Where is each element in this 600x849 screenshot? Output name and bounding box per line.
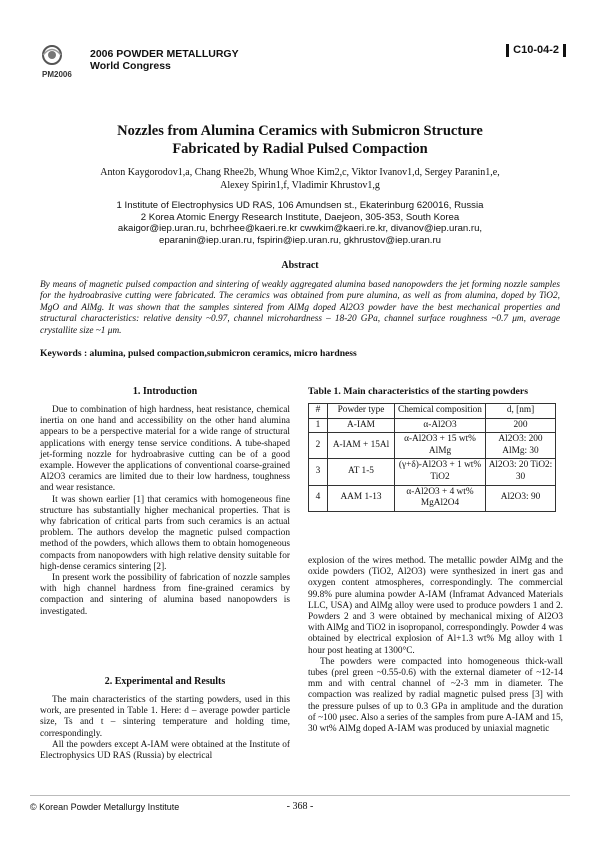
table-cell: 1 [309,418,328,433]
table-row [309,485,556,511]
table-cell: α-Al2O3 + 15 wt% AlMg [395,433,486,459]
table-cell: α-Al2O3 [395,418,486,433]
keywords: Keywords : alumina, pulsed compaction,submicron ceramics, micro hardness [40,348,357,359]
paragraph: The main characteristics of the starting powders, used in this work, are presented in Table 1. Here: d – average powder particle size, Ts and t – sintering temperature and holding time, correspondingly. [40,695,290,739]
section-title-experimental: 2. Experimental and Results [104,676,226,687]
table-header-row [309,404,556,419]
paragraph: In present work the possibility of fabrication of nozzle samples with high channel hardness from fine-grained ceramics by compaction and sintering of alumina based nanopowders is investigated. [40,573,290,617]
section-title-introduction: 1. Introduction [132,386,198,397]
table-cell: A-IAM + 15Al [328,433,395,459]
table-caption: Table 1. Main characteristics of the starting powders [308,386,529,397]
table-row [309,459,556,485]
paper-title [40,122,560,158]
table-header-cell: # [309,404,328,419]
authors [40,166,560,192]
table-row [309,418,556,433]
affiliations [40,200,560,246]
paragraph: Due to combination of high hardness, heat resistance, chemical inertia on one hand and accessibility on the other hand alumina appears to be a perspective material for a wide range of structural applications with energy tense service conditions. A tube-shaped jet-forming nozzle for hydroabrasive cutting can be of a good example. However the applications of conventional coarse-grained Al2O3 ceramics are limited due to their low hardness, toughness and wear resistance. [40,405,290,494]
table-header-cell: Chemical composition [395,404,486,419]
footer-divider [30,795,570,796]
table-cell: 2 [309,433,328,459]
authors-line-2: Alexey Spirin1,f, Vladimir Khrustov1,g [220,180,380,191]
table-cell: Al2O3: 90 [486,485,556,511]
table-cell: AAM 1-13 [328,485,395,511]
table-cell: 4 [309,485,328,511]
title-line-1: Nozzles from Alumina Ceramics with Submicron Structure [117,123,483,139]
right-column-text [308,556,563,735]
introduction-section [40,386,290,618]
page-number: - 368 - [286,801,314,812]
email-line: akaigor@iep.uran.ru, bchrhee@kaeri.re.kr cwwkim@kaeri.re.kr, divanov@iep.uran.ru, [117,223,483,235]
powders-table [308,403,556,512]
title-line-2: Fabricated by Radial Pulsed Compaction [172,141,428,157]
pm2006-logo-graphic [30,44,80,80]
table-cell: α-Al2O3 + 4 wt% MgAl2O4 [395,485,486,511]
experimental-section [40,676,290,762]
paragraph: explosion of the wires method. The metallic powder AlMg and the oxide powders (TiO2, Al2O3) were synthesized in inert gas and oxygen content atmospheres, correspondingly. The commercial 99.8% pure alumina powder A-IAM (Inframat Advanced Materials LLC, USA) and AlMg alloy were used to produce powders 1 and 2. Powders 2 and 3 were obtained by mechanical mixing of Al2O3 with AlMg and TiO2 in isopropanol, correspondingly. Powder 4 was obtained by electrical explosion of Al+1.3 wt% Mg alloy with 1 hour post heating at 1300°C. [308,556,563,656]
table-cell: 3 [309,459,328,485]
table-cell: (γ+δ)-Al2O3 + 1 wt% TiO2 [395,459,486,485]
paper-code: C10-04-2 [506,44,566,57]
table-cell: 200 [486,418,556,433]
table-cell: AT 1-5 [328,459,395,485]
table-header-cell: d, [nm] [486,404,556,419]
pm2006-logo [30,44,80,80]
congress-line-1: 2006 POWDER METALLURGY [90,48,239,60]
paragraph: The powders were compacted into homogeneous thick-wall tubes (ρrel green ~0.55-0.6) with the external diameter of ~12-14 mm and with central channel of ~2-3 mm in diameter. The compaction was realized by radial magnetic pulsed press [3] with the pressure pulses of up to 0.3 GPa in amplitude and the duration of ~100 μsec. Also a series of the samples from pure A-IAM and 15, 30 wt% AlMg doped A-IAM was produced by uniaxial magnetic [308,656,563,735]
email-line: eparanin@iep.uran.ru, fspirin@iep.uran.ru, gkhrustov@iep.uran.ru [159,234,441,246]
table-section [308,386,563,512]
congress-line-2: World Congress [90,60,171,72]
table-cell: A-IAM [328,418,395,433]
abstract-text: By means of magnetic pulsed compaction and sintering of weakly aggregated alumina based nanopowders the jet forming nozzle samples for the hydroabrasive cutting were fabricated. The ceramics was obtained from pure alumina, as well as from alumina, doped by TiO2, MgO and AlMg. It was shown that the samples sintered from AlMg doped Al2O3 powder have the best mechanical properties and structural characteristics: relative density ~0.97, channel microhardness – 18-20 GPa, channel surface roughness ~0.7 μm, average crystallite size ~1 μm. [40,280,560,336]
table-header-cell: Powder type [328,404,395,419]
paragraph: It was shown earlier [1] that ceramics with homogeneous fine structure has substantially higher mechanical properties. That is why fabrication of critical parts from such ceramics is an actual problem. The authors develop the magnetic pulsed compaction method of the powders, which allows them to obtain homogeneous compacts from nanopowders with high relative density suitable for high-dense ceramics sintering [2]. [40,494,290,572]
table-cell: Al2O3: 200 AlMg: 30 [486,433,556,459]
table-cell: Al2O3: 20 TiO2: 30 [486,459,556,485]
abstract-heading: Abstract [281,260,319,271]
paragraph: All the powders except A-IAM were obtained at the Institute of Electrophysics UD RAS (Russia) by electrical [40,739,290,762]
logo-text: PM2006 [42,70,72,79]
authors-line-1: Anton Kaygorodov1,a, Chang Rhee2b, Whung Whoe Kim2,c, Viktor Ivanov1,d, Sergey Paranin1,e, [100,167,500,178]
footer-copyright: © Korean Powder Metallurgy Institute [30,802,180,812]
table-row [309,433,556,459]
affiliation-line: 2 Korea Atomic Energy Research Institute, Daejeon, 305-353, South Korea [140,211,460,223]
affiliation-line: 1 Institute of Electrophysics UD RAS, 106 Amundsen st., Ekaterinburg 620016, Russia [116,200,484,211]
congress-name [90,48,239,72]
